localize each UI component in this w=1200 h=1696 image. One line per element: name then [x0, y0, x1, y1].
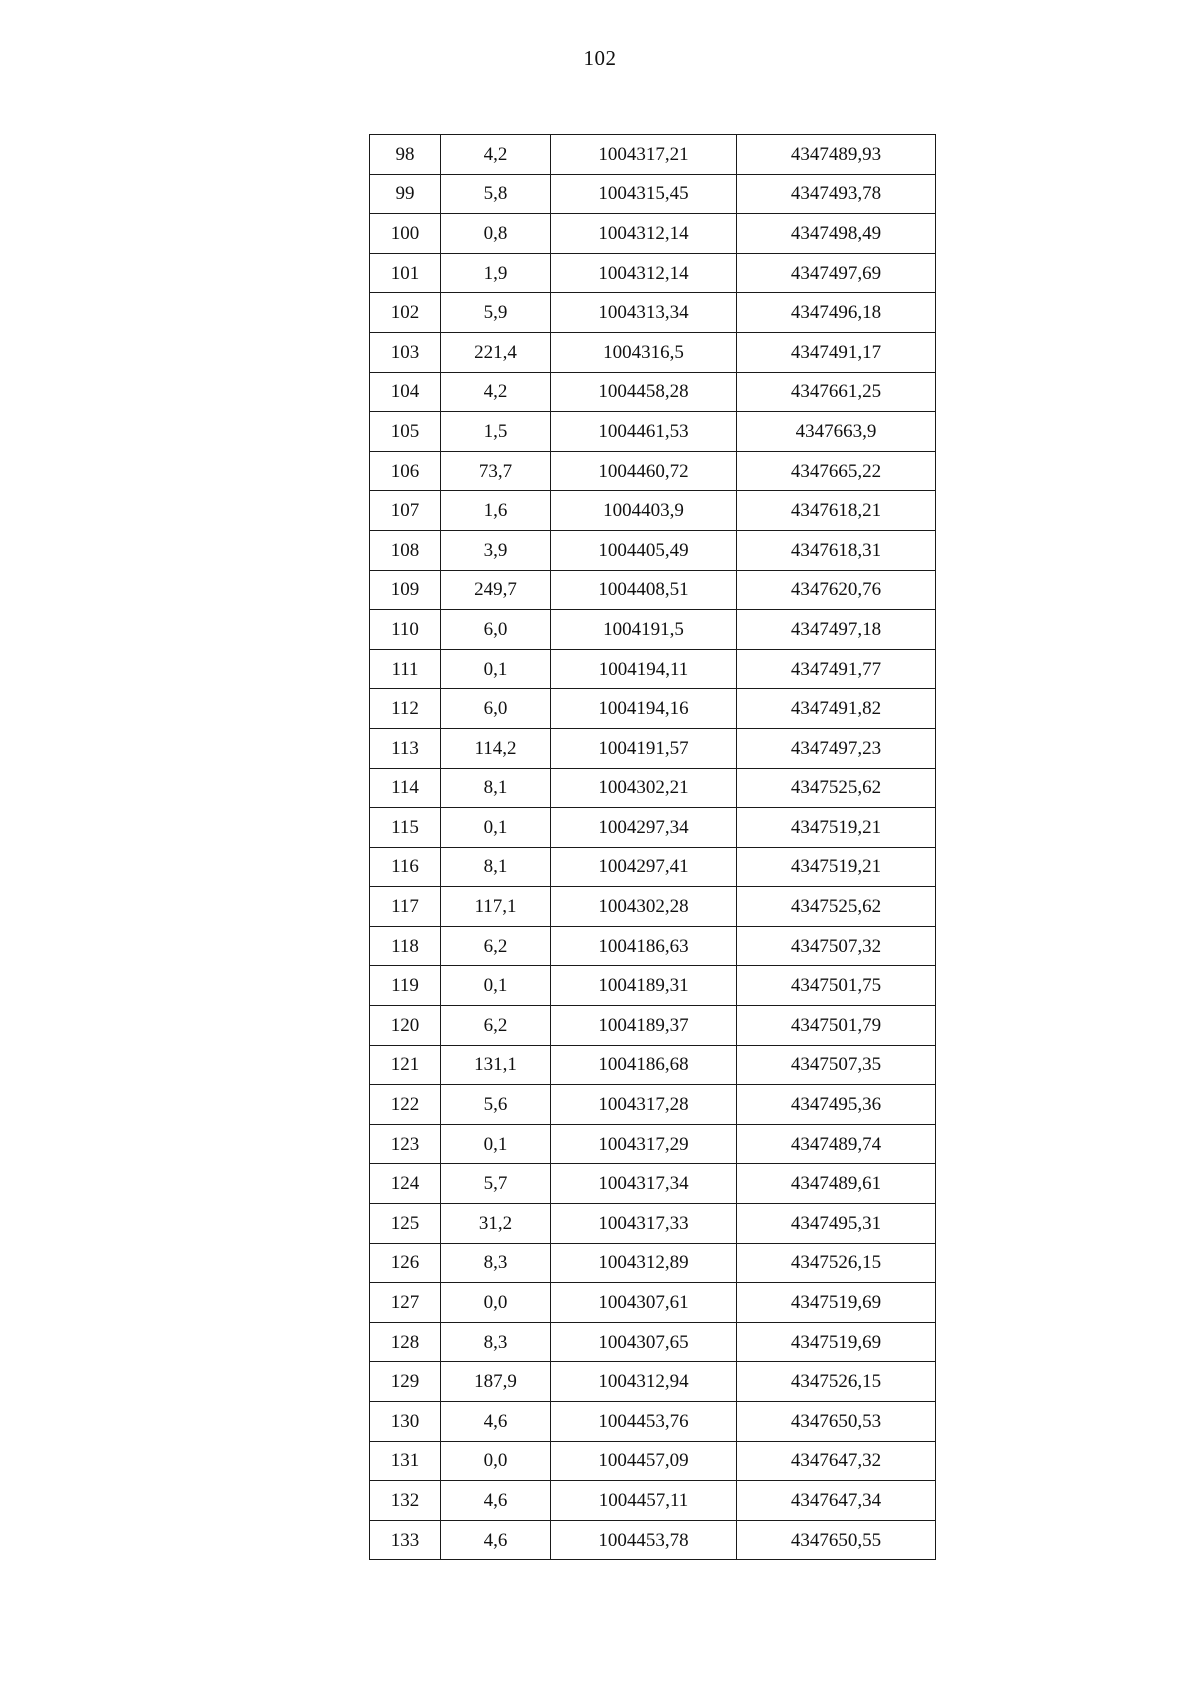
- table-row: [370, 1204, 936, 1244]
- y-coordinate-cell: 4347489,93: [737, 135, 936, 175]
- segment-length-cell: 117,1: [441, 887, 551, 927]
- segment-length-cell: 0,1: [441, 808, 551, 848]
- segment-length-cell: 1,6: [441, 491, 551, 531]
- x-coordinate-cell: 1004186,63: [551, 926, 737, 966]
- segment-length-cell: 5,7: [441, 1164, 551, 1204]
- y-coordinate-cell: 4347525,62: [737, 887, 936, 927]
- y-coordinate-cell: 4347650,55: [737, 1520, 936, 1560]
- segment-length-cell: 5,9: [441, 293, 551, 333]
- point-number-cell: 112: [370, 689, 441, 729]
- y-coordinate-cell: 4347501,79: [737, 1006, 936, 1046]
- y-coordinate-cell: 4347647,34: [737, 1481, 936, 1521]
- x-coordinate-cell: 1004186,68: [551, 1045, 737, 1085]
- point-number-cell: 104: [370, 372, 441, 412]
- y-coordinate-cell: 4347491,77: [737, 649, 936, 689]
- point-number-cell: 105: [370, 412, 441, 452]
- x-coordinate-cell: 1004457,11: [551, 1481, 737, 1521]
- point-number-cell: 113: [370, 728, 441, 768]
- segment-length-cell: 0,8: [441, 214, 551, 254]
- x-coordinate-cell: 1004317,28: [551, 1085, 737, 1125]
- segment-length-cell: 4,6: [441, 1402, 551, 1442]
- point-number-cell: 119: [370, 966, 441, 1006]
- x-coordinate-cell: 1004307,65: [551, 1322, 737, 1362]
- table-row: [370, 1124, 936, 1164]
- y-coordinate-cell: 4347497,18: [737, 610, 936, 650]
- table-row: [370, 728, 936, 768]
- x-coordinate-cell: 1004453,76: [551, 1402, 737, 1442]
- segment-length-cell: 0,1: [441, 1124, 551, 1164]
- y-coordinate-cell: 4347519,21: [737, 808, 936, 848]
- y-coordinate-cell: 4347526,15: [737, 1362, 936, 1402]
- x-coordinate-cell: 1004317,33: [551, 1204, 737, 1244]
- x-coordinate-cell: 1004460,72: [551, 451, 737, 491]
- segment-length-cell: 0,1: [441, 966, 551, 1006]
- x-coordinate-cell: 1004458,28: [551, 372, 737, 412]
- x-coordinate-cell: 1004403,9: [551, 491, 737, 531]
- x-coordinate-cell: 1004405,49: [551, 530, 737, 570]
- x-coordinate-cell: 1004312,94: [551, 1362, 737, 1402]
- segment-length-cell: 3,9: [441, 530, 551, 570]
- table-row: [370, 491, 936, 531]
- page-number: 102: [583, 46, 617, 70]
- segment-length-cell: 6,0: [441, 610, 551, 650]
- y-coordinate-cell: 4347497,69: [737, 253, 936, 293]
- point-number-cell: 103: [370, 332, 441, 372]
- y-coordinate-cell: 4347661,25: [737, 372, 936, 412]
- y-coordinate-cell: 4347663,9: [737, 412, 936, 452]
- table-row: [370, 847, 936, 887]
- segment-length-cell: 4,6: [441, 1481, 551, 1521]
- point-number-cell: 121: [370, 1045, 441, 1085]
- y-coordinate-cell: 4347489,61: [737, 1164, 936, 1204]
- point-number-cell: 108: [370, 530, 441, 570]
- segment-length-cell: 187,9: [441, 1362, 551, 1402]
- y-coordinate-cell: 4347519,69: [737, 1283, 936, 1323]
- segment-length-cell: 4,2: [441, 135, 551, 175]
- point-number-cell: 131: [370, 1441, 441, 1481]
- x-coordinate-cell: 1004191,57: [551, 728, 737, 768]
- table-row: [370, 610, 936, 650]
- y-coordinate-cell: 4347618,31: [737, 530, 936, 570]
- point-number-cell: 110: [370, 610, 441, 650]
- y-coordinate-cell: 4347491,82: [737, 689, 936, 729]
- point-number-cell: 127: [370, 1283, 441, 1323]
- table-row: [370, 174, 936, 214]
- coordinates-table-body: [370, 135, 936, 1560]
- segment-length-cell: 0,1: [441, 649, 551, 689]
- y-coordinate-cell: 4347526,15: [737, 1243, 936, 1283]
- segment-length-cell: 6,2: [441, 926, 551, 966]
- x-coordinate-cell: 1004317,34: [551, 1164, 737, 1204]
- segment-length-cell: 31,2: [441, 1204, 551, 1244]
- x-coordinate-cell: 1004315,45: [551, 174, 737, 214]
- point-number-cell: 107: [370, 491, 441, 531]
- point-number-cell: 128: [370, 1322, 441, 1362]
- segment-length-cell: 8,3: [441, 1322, 551, 1362]
- point-number-cell: 125: [370, 1204, 441, 1244]
- x-coordinate-cell: 1004302,21: [551, 768, 737, 808]
- x-coordinate-cell: 1004408,51: [551, 570, 737, 610]
- x-coordinate-cell: 1004307,61: [551, 1283, 737, 1323]
- table-row: [370, 1520, 936, 1560]
- table-row: [370, 135, 936, 175]
- segment-length-cell: 221,4: [441, 332, 551, 372]
- y-coordinate-cell: 4347519,69: [737, 1322, 936, 1362]
- table-row: [370, 1481, 936, 1521]
- table-row: [370, 1362, 936, 1402]
- table-row: [370, 966, 936, 1006]
- segment-length-cell: 1,5: [441, 412, 551, 452]
- y-coordinate-cell: 4347618,21: [737, 491, 936, 531]
- x-coordinate-cell: 1004302,28: [551, 887, 737, 927]
- x-coordinate-cell: 1004312,89: [551, 1243, 737, 1283]
- point-number-cell: 133: [370, 1520, 441, 1560]
- point-number-cell: 118: [370, 926, 441, 966]
- y-coordinate-cell: 4347495,36: [737, 1085, 936, 1125]
- x-coordinate-cell: 1004313,34: [551, 293, 737, 333]
- y-coordinate-cell: 4347620,76: [737, 570, 936, 610]
- y-coordinate-cell: 4347496,18: [737, 293, 936, 333]
- table-row: [370, 649, 936, 689]
- y-coordinate-cell: 4347489,74: [737, 1124, 936, 1164]
- point-number-cell: 102: [370, 293, 441, 333]
- segment-length-cell: 8,1: [441, 768, 551, 808]
- table-row: [370, 570, 936, 610]
- x-coordinate-cell: 1004312,14: [551, 253, 737, 293]
- y-coordinate-cell: 4347507,32: [737, 926, 936, 966]
- point-number-cell: 114: [370, 768, 441, 808]
- y-coordinate-cell: 4347498,49: [737, 214, 936, 254]
- y-coordinate-cell: 4347491,17: [737, 332, 936, 372]
- y-coordinate-cell: 4347495,31: [737, 1204, 936, 1244]
- table-row: [370, 1283, 936, 1323]
- table-row: [370, 451, 936, 491]
- y-coordinate-cell: 4347507,35: [737, 1045, 936, 1085]
- table-row: [370, 887, 936, 927]
- x-coordinate-cell: 1004457,09: [551, 1441, 737, 1481]
- table-row: [370, 1006, 936, 1046]
- table-row: [370, 926, 936, 966]
- segment-length-cell: 5,6: [441, 1085, 551, 1125]
- table-row: [370, 253, 936, 293]
- point-number-cell: 111: [370, 649, 441, 689]
- point-number-cell: 122: [370, 1085, 441, 1125]
- segment-length-cell: 5,8: [441, 174, 551, 214]
- point-number-cell: 98: [370, 135, 441, 175]
- point-number-cell: 117: [370, 887, 441, 927]
- segment-length-cell: 0,0: [441, 1283, 551, 1323]
- segment-length-cell: 6,0: [441, 689, 551, 729]
- x-coordinate-cell: 1004461,53: [551, 412, 737, 452]
- table-row: [370, 332, 936, 372]
- table-row: [370, 1441, 936, 1481]
- y-coordinate-cell: 4347647,32: [737, 1441, 936, 1481]
- point-number-cell: 120: [370, 1006, 441, 1046]
- segment-length-cell: 8,1: [441, 847, 551, 887]
- point-number-cell: 129: [370, 1362, 441, 1402]
- table-row: [370, 1243, 936, 1283]
- segment-length-cell: 6,2: [441, 1006, 551, 1046]
- table-row: [370, 768, 936, 808]
- y-coordinate-cell: 4347519,21: [737, 847, 936, 887]
- segment-length-cell: 114,2: [441, 728, 551, 768]
- table-row: [370, 530, 936, 570]
- x-coordinate-cell: 1004316,5: [551, 332, 737, 372]
- point-number-cell: 101: [370, 253, 441, 293]
- point-number-cell: 116: [370, 847, 441, 887]
- point-number-cell: 124: [370, 1164, 441, 1204]
- point-number-cell: 126: [370, 1243, 441, 1283]
- table-row: [370, 1045, 936, 1085]
- y-coordinate-cell: 4347525,62: [737, 768, 936, 808]
- segment-length-cell: 249,7: [441, 570, 551, 610]
- segment-length-cell: 8,3: [441, 1243, 551, 1283]
- x-coordinate-cell: 1004312,14: [551, 214, 737, 254]
- table-row: [370, 1164, 936, 1204]
- y-coordinate-cell: 4347493,78: [737, 174, 936, 214]
- point-number-cell: 99: [370, 174, 441, 214]
- x-coordinate-cell: 1004194,11: [551, 649, 737, 689]
- table-row: [370, 1085, 936, 1125]
- x-coordinate-cell: 1004194,16: [551, 689, 737, 729]
- point-number-cell: 106: [370, 451, 441, 491]
- x-coordinate-cell: 1004189,31: [551, 966, 737, 1006]
- x-coordinate-cell: 1004191,5: [551, 610, 737, 650]
- y-coordinate-cell: 4347501,75: [737, 966, 936, 1006]
- x-coordinate-cell: 1004453,78: [551, 1520, 737, 1560]
- table-row: [370, 808, 936, 848]
- table-row: [370, 293, 936, 333]
- point-number-cell: 100: [370, 214, 441, 254]
- coordinates-table: [369, 134, 936, 1560]
- x-coordinate-cell: 1004189,37: [551, 1006, 737, 1046]
- segment-length-cell: 1,9: [441, 253, 551, 293]
- point-number-cell: 109: [370, 570, 441, 610]
- segment-length-cell: 73,7: [441, 451, 551, 491]
- table-row: [370, 1322, 936, 1362]
- table-row: [370, 214, 936, 254]
- segment-length-cell: 131,1: [441, 1045, 551, 1085]
- table-row: [370, 1402, 936, 1442]
- segment-length-cell: 4,6: [441, 1520, 551, 1560]
- y-coordinate-cell: 4347665,22: [737, 451, 936, 491]
- x-coordinate-cell: 1004297,41: [551, 847, 737, 887]
- point-number-cell: 123: [370, 1124, 441, 1164]
- segment-length-cell: 4,2: [441, 372, 551, 412]
- x-coordinate-cell: 1004297,34: [551, 808, 737, 848]
- x-coordinate-cell: 1004317,29: [551, 1124, 737, 1164]
- point-number-cell: 130: [370, 1402, 441, 1442]
- y-coordinate-cell: 4347650,53: [737, 1402, 936, 1442]
- table-row: [370, 412, 936, 452]
- point-number-cell: 115: [370, 808, 441, 848]
- x-coordinate-cell: 1004317,21: [551, 135, 737, 175]
- table-row: [370, 689, 936, 729]
- segment-length-cell: 0,0: [441, 1441, 551, 1481]
- point-number-cell: 132: [370, 1481, 441, 1521]
- table-row: [370, 372, 936, 412]
- y-coordinate-cell: 4347497,23: [737, 728, 936, 768]
